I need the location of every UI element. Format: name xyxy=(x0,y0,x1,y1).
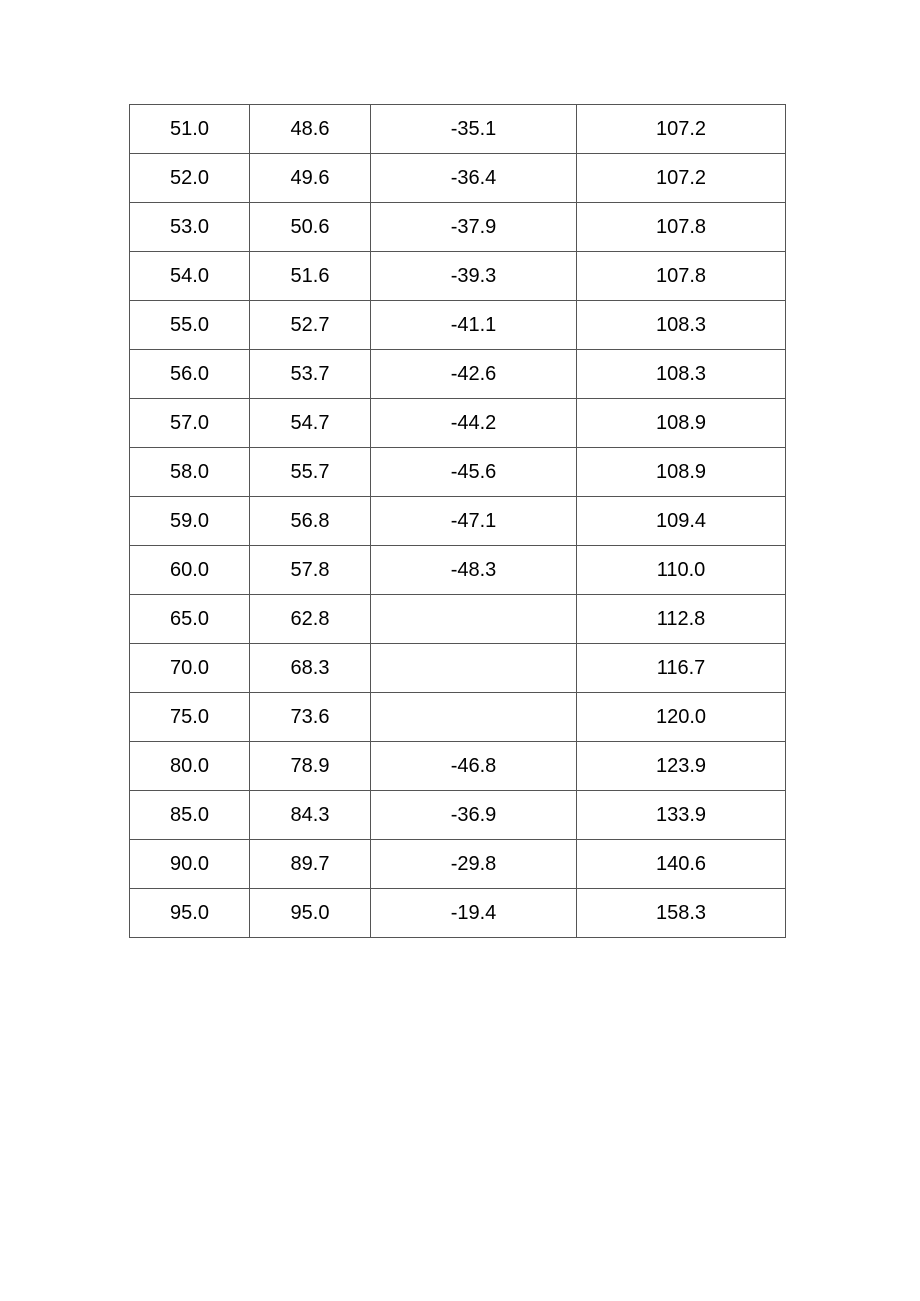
table-cell-col-3: -19.4 xyxy=(371,889,577,938)
table-cell-col-4: 107.2 xyxy=(577,105,786,154)
table-cell-col-2: 57.8 xyxy=(250,546,371,595)
table-cell-col-1: 52.0 xyxy=(130,154,250,203)
table-row xyxy=(130,644,786,693)
table-cell-col-1: 57.0 xyxy=(130,399,250,448)
table-cell-col-3: -44.2 xyxy=(371,399,577,448)
table-cell-col-2: 89.7 xyxy=(250,840,371,889)
table-cell-col-2: 68.3 xyxy=(250,644,371,693)
table-cell-col-4: 110.0 xyxy=(577,546,786,595)
table-cell-col-2: 84.3 xyxy=(250,791,371,840)
table-cell-col-4: 120.0 xyxy=(577,693,786,742)
table-cell-col-1: 75.0 xyxy=(130,693,250,742)
data-table xyxy=(129,104,786,938)
table-cell-col-4: 108.3 xyxy=(577,301,786,350)
table-cell-col-3: -39.3 xyxy=(371,252,577,301)
table-row xyxy=(130,546,786,595)
table-cell-col-3: -45.6 xyxy=(371,448,577,497)
table-cell-col-4: 107.8 xyxy=(577,203,786,252)
table-cell-col-3 xyxy=(371,644,577,693)
table-cell-col-4: 140.6 xyxy=(577,840,786,889)
table-row xyxy=(130,791,786,840)
table-cell-col-2: 78.9 xyxy=(250,742,371,791)
table-cell-col-4: 108.3 xyxy=(577,350,786,399)
table-cell-col-2: 48.6 xyxy=(250,105,371,154)
table-cell-col-4: 109.4 xyxy=(577,497,786,546)
table-cell-col-4: 107.2 xyxy=(577,154,786,203)
table-cell-col-2: 51.6 xyxy=(250,252,371,301)
table-row xyxy=(130,399,786,448)
table-cell-col-4: 107.8 xyxy=(577,252,786,301)
table-cell-col-4: 158.3 xyxy=(577,889,786,938)
table-cell-col-2: 62.8 xyxy=(250,595,371,644)
table-cell-col-2: 53.7 xyxy=(250,350,371,399)
table-cell-col-3: -41.1 xyxy=(371,301,577,350)
table-cell-col-3: -36.4 xyxy=(371,154,577,203)
table-row xyxy=(130,497,786,546)
table-cell-col-2: 50.6 xyxy=(250,203,371,252)
table-row xyxy=(130,889,786,938)
table-cell-col-3: -37.9 xyxy=(371,203,577,252)
table-cell-col-1: 95.0 xyxy=(130,889,250,938)
table-cell-col-4: 108.9 xyxy=(577,448,786,497)
table-cell-col-2: 54.7 xyxy=(250,399,371,448)
table-row xyxy=(130,742,786,791)
table-cell-col-3: -29.8 xyxy=(371,840,577,889)
table-row xyxy=(130,350,786,399)
table-cell-col-1: 58.0 xyxy=(130,448,250,497)
table-cell-col-1: 53.0 xyxy=(130,203,250,252)
table-cell-col-3 xyxy=(371,693,577,742)
table-cell-col-1: 56.0 xyxy=(130,350,250,399)
table-body xyxy=(130,105,786,938)
table-cell-col-1: 65.0 xyxy=(130,595,250,644)
table-row xyxy=(130,252,786,301)
table-row xyxy=(130,301,786,350)
table-cell-col-3: -35.1 xyxy=(371,105,577,154)
table-cell-col-3: -46.8 xyxy=(371,742,577,791)
table-cell-col-1: 60.0 xyxy=(130,546,250,595)
table-cell-col-1: 54.0 xyxy=(130,252,250,301)
table-cell-col-3 xyxy=(371,595,577,644)
table-cell-col-4: 108.9 xyxy=(577,399,786,448)
table-row xyxy=(130,203,786,252)
table-row xyxy=(130,448,786,497)
table-cell-col-1: 59.0 xyxy=(130,497,250,546)
table-cell-col-4: 133.9 xyxy=(577,791,786,840)
table-row xyxy=(130,840,786,889)
table-cell-col-4: 123.9 xyxy=(577,742,786,791)
table-cell-col-1: 70.0 xyxy=(130,644,250,693)
table-row xyxy=(130,595,786,644)
table-cell-col-2: 52.7 xyxy=(250,301,371,350)
table-cell-col-1: 80.0 xyxy=(130,742,250,791)
table-cell-col-3: -48.3 xyxy=(371,546,577,595)
table-row xyxy=(130,105,786,154)
table-cell-col-3: -42.6 xyxy=(371,350,577,399)
table-cell-col-4: 112.8 xyxy=(577,595,786,644)
table-row xyxy=(130,693,786,742)
table-cell-col-2: 73.6 xyxy=(250,693,371,742)
table-cell-col-2: 56.8 xyxy=(250,497,371,546)
table-cell-col-2: 95.0 xyxy=(250,889,371,938)
table-cell-col-3: -47.1 xyxy=(371,497,577,546)
table-cell-col-1: 55.0 xyxy=(130,301,250,350)
table-cell-col-1: 85.0 xyxy=(130,791,250,840)
table-cell-col-2: 55.7 xyxy=(250,448,371,497)
table-cell-col-1: 90.0 xyxy=(130,840,250,889)
table-cell-col-3: -36.9 xyxy=(371,791,577,840)
table-row xyxy=(130,154,786,203)
table-cell-col-2: 49.6 xyxy=(250,154,371,203)
table-cell-col-4: 116.7 xyxy=(577,644,786,693)
table-cell-col-1: 51.0 xyxy=(130,105,250,154)
